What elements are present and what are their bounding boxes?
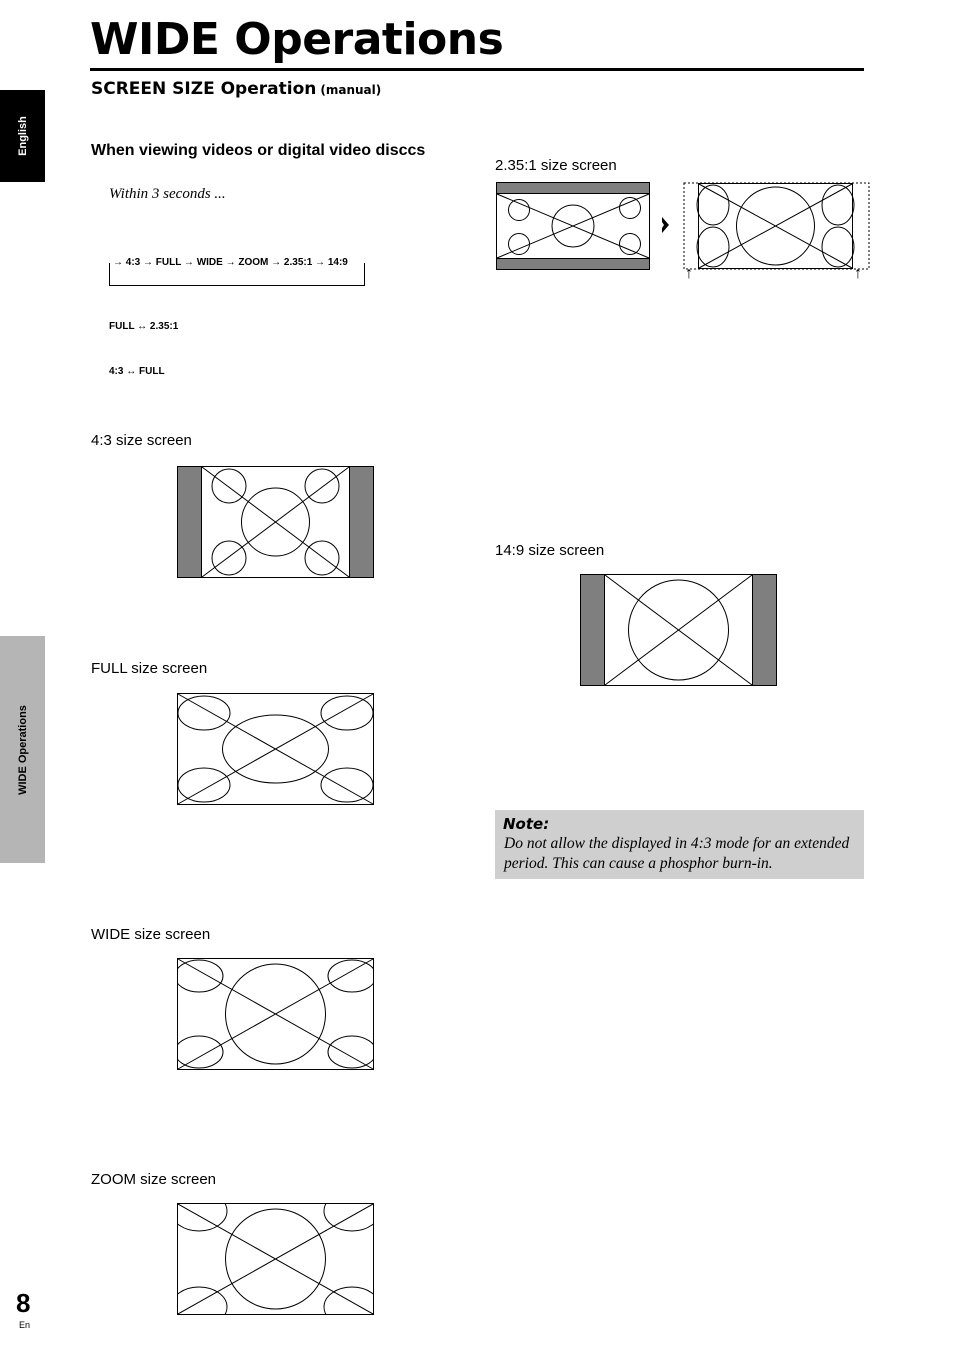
screen-235-diagram <box>496 182 650 270</box>
screen-235-zoomed-diagram <box>683 182 870 270</box>
side-tab-language-label: English <box>16 116 29 156</box>
label-43-screen: 4:3 size screen <box>91 432 192 449</box>
arrow-up-icon-right: ↑ <box>854 265 862 282</box>
page-number: 8 <box>16 1288 31 1318</box>
page-language: En <box>19 1320 31 1330</box>
title-rule <box>90 68 864 71</box>
subtitle-text: SCREEN SIZE Operation <box>91 79 317 99</box>
screen-wide-diagram <box>177 958 374 1070</box>
label-full-screen: FULL size screen <box>91 660 208 677</box>
label-149-screen: 14:9 size screen <box>495 542 605 559</box>
screen-149-diagram <box>580 574 777 686</box>
page-title: WIDE Operations <box>90 14 504 65</box>
section-subtitle <box>91 79 381 99</box>
side-tab-language <box>0 90 45 182</box>
note-text: Do not allow the displayed in 4:3 mode for an extended period. This can cause a phosphor burn-in. <box>504 835 850 872</box>
note-title: Note: <box>503 815 550 833</box>
label-wide-screen: WIDE size screen <box>91 926 211 943</box>
videos-heading: When viewing videos or digital video disccs <box>91 142 426 159</box>
within-seconds-text: Within 3 seconds ... <box>109 186 226 202</box>
toggle-full-235: FULL ↔ 2.35:1 <box>109 321 179 332</box>
arrow-right-icon <box>660 215 672 235</box>
side-tab-section-label: WIDE Operations <box>16 704 29 795</box>
subtitle-note: (manual) <box>320 83 382 97</box>
label-235-screen: 2.35:1 size screen <box>495 157 617 174</box>
toggle-43-full: 4:3 ↔ FULL <box>109 366 165 377</box>
arrow-up-icon-left: ↑ <box>685 265 693 282</box>
side-tab-section <box>0 636 45 863</box>
screen-43-diagram <box>177 466 374 578</box>
screen-full-diagram <box>177 693 374 805</box>
label-zoom-screen: ZOOM size screen <box>91 1171 217 1188</box>
screen-zoom-diagram <box>177 1203 374 1315</box>
sequence-text: → 4:3 → FULL → WIDE → ZOOM → 2.35:1 → 14:9 <box>110 257 351 268</box>
